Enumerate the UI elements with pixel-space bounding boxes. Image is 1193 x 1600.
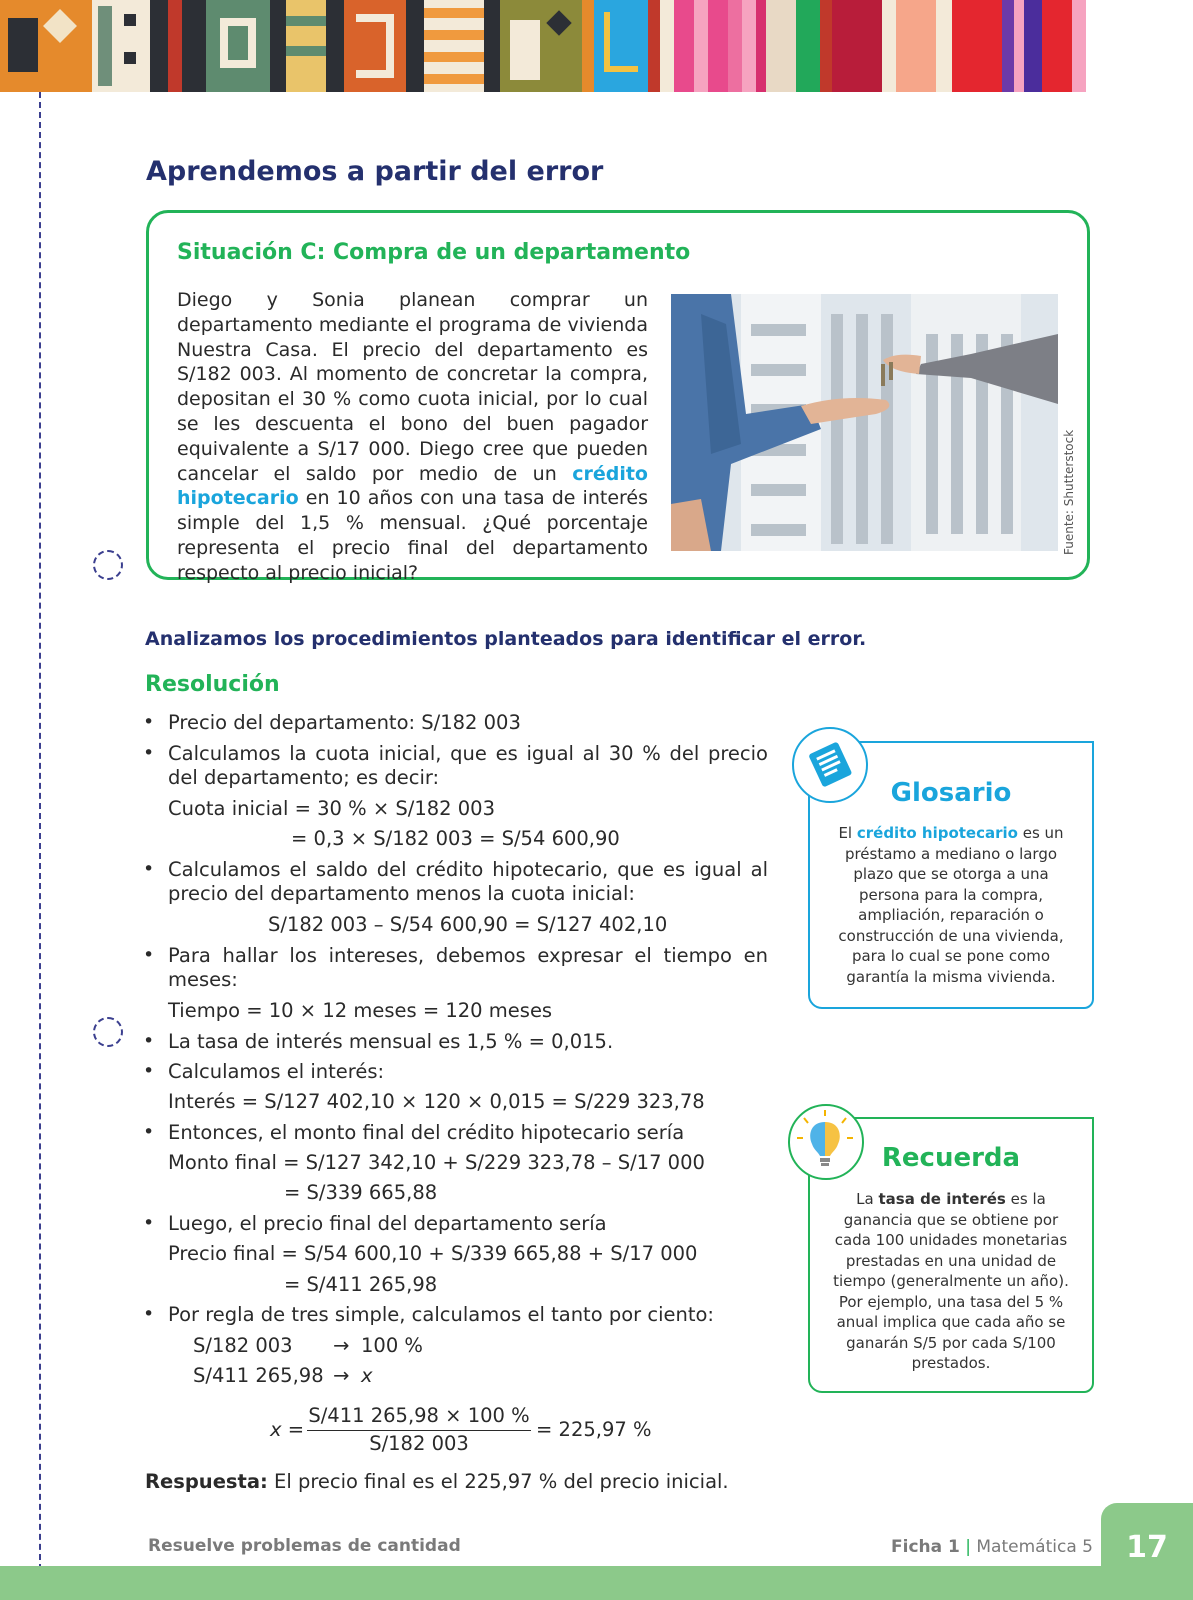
answer-text: El precio final es el 225,97 % del precio inicial.: [267, 1470, 729, 1493]
situation-text: [177, 288, 648, 586]
fraction-lhs: x =: [270, 1418, 305, 1441]
punch-hole-marker: [93, 550, 123, 580]
equation-line: Interés = S/127 402,10 × 120 × 0,015 = S/229 323,78: [168, 1090, 705, 1113]
cut-line: [39, 92, 41, 1600]
bullet-marker: •: [143, 1212, 155, 1234]
equation-line: = S/411 265,98: [284, 1273, 438, 1296]
glossary-text-part: El: [838, 824, 857, 842]
footer-subject-name: Matemática 5: [976, 1537, 1093, 1557]
fraction-numerator: S/411 265,98 × 100 %: [308, 1404, 530, 1427]
equation-line: S/182 003 – S/54 600,90 = S/127 402,10: [268, 913, 668, 936]
decorative-header-band: [0, 0, 1193, 92]
equation-line: Tiempo = 10 × 12 meses = 120 meses: [168, 999, 553, 1022]
answer-label: Respuesta:: [145, 1470, 268, 1493]
equation-line: = S/339 665,88: [284, 1181, 438, 1204]
answer-line: [145, 1470, 729, 1493]
glossary-term: crédito hipotecario: [856, 824, 1018, 842]
punch-hole-marker: [93, 1017, 123, 1047]
glossary-text-part: es un préstamo a mediano o largo plazo que se otorga a una persona para la compra, ampliación, reparación o construcción de una vivienda, para lo cual se pone como garantía la misma vivienda.: [838, 824, 1064, 986]
fraction-bar: [307, 1430, 531, 1431]
remember-text: [826, 1189, 1076, 1374]
step-time: Para hallar los intereses, debemos expresar el tiempo en meses:: [168, 944, 768, 991]
situation-title: Situación C: Compra de un departamento: [177, 240, 691, 265]
glossary-title: Glosario: [890, 778, 1012, 808]
equation-line: Cuota inicial = 30 % × S/182 003: [168, 797, 495, 820]
situation-text-part: en 10 años con una tasa de interés simple del 1,5 % mensual. ¿Qué porcentaje representa el precio final del departamento respecto al precio inicial?: [177, 487, 648, 584]
proportion-left: S/411 265,98: [193, 1364, 324, 1387]
remember-term: tasa de interés: [878, 1190, 1006, 1208]
proportion-left: S/182 003: [193, 1334, 293, 1357]
step-balance: Calculamos el saldo del crédito hipotecario, que es igual al precio del departamento menos la cuota inicial:: [168, 858, 768, 905]
bullet-marker: •: [143, 711, 155, 733]
bullet-marker: •: [143, 858, 155, 880]
page-number: 17: [1126, 1530, 1168, 1565]
fraction-denominator: S/182 003: [369, 1432, 469, 1455]
arrow-icon: →: [333, 1334, 350, 1357]
arrow-icon: →: [333, 1364, 350, 1387]
step-down-payment: Calculamos la cuota inicial, que es igual al 30 % del precio del departamento; es decir:: [168, 742, 768, 789]
photo-credit: Fuente: Shutterstock: [1062, 429, 1076, 555]
step-price: Precio del departamento: S/182 003: [168, 711, 521, 734]
resolution-title: Resolución: [145, 672, 280, 697]
step-final-amount: Entonces, el monto final del crédito hipotecario sería: [168, 1121, 685, 1144]
proportion-right: 100 %: [361, 1334, 423, 1357]
bullet-marker: •: [143, 944, 155, 966]
handing-keys-photo: [671, 294, 1058, 551]
bullet-marker: •: [143, 742, 155, 764]
footer-ficha: Ficha 1: [891, 1537, 960, 1557]
equation-line: Monto final = S/127 342,10 + S/229 323,78 – S/17 000: [168, 1151, 705, 1174]
step-rule-of-three: Por regla de tres simple, calculamos el tanto por ciento:: [168, 1303, 714, 1326]
remember-title: Recuerda: [881, 1143, 1021, 1173]
proportion-unknown: x: [361, 1364, 373, 1387]
footer-competency: Resuelve problemas de cantidad: [148, 1536, 461, 1556]
footer-subject: [891, 1537, 1093, 1557]
fraction-result: = 225,97 %: [536, 1418, 652, 1441]
step-interest: Calculamos el interés:: [168, 1060, 385, 1083]
footer-bar: [0, 1566, 1193, 1600]
instruction-text: Analizamos los procedimientos planteados para identificar el error.: [145, 628, 867, 650]
remember-text-part: La: [856, 1190, 879, 1208]
situation-text-part: Diego y Sonia planean comprar un departamento mediante el programa de vivienda Nuestra Casa. El precio del departamento es S/182 003. Al momento de concretar la compra, depositan el 30 % como cuota inicial, por lo cual se les descuenta el bono del buen pagador equivalente a S/17 000. Diego cree que pueden cancelar el saldo por medio de un: [177, 289, 648, 485]
glossary-term-link: crédito hipotecario: [177, 462, 648, 510]
equation-line: = 0,3 × S/182 003 = S/54 600,90: [291, 827, 620, 850]
equation-line: Precio final = S/54 600,10 + S/339 665,88 + S/17 000: [168, 1242, 698, 1265]
bullet-marker: •: [143, 1121, 155, 1143]
bullet-marker: •: [143, 1303, 155, 1325]
bullet-marker: •: [143, 1060, 155, 1082]
glossary-text: [828, 823, 1074, 987]
step-rate: La tasa de interés mensual es 1,5 % = 0,015.: [168, 1030, 614, 1053]
step-final-price: Luego, el precio final del departamento sería: [168, 1212, 607, 1235]
footer-separator: |: [965, 1537, 971, 1557]
bullet-marker: •: [143, 1030, 155, 1052]
page-heading: Aprendemos a partir del error: [146, 156, 604, 187]
remember-text-part: es la ganancia que se obtiene por cada 100 unidades monetarias prestadas en una unidad de tiempo (generalmente un año). Por ejemplo, una tasa del 5 % anual implica que cada año se ganarán S/5 por cada S/100 prestados.: [833, 1190, 1069, 1372]
